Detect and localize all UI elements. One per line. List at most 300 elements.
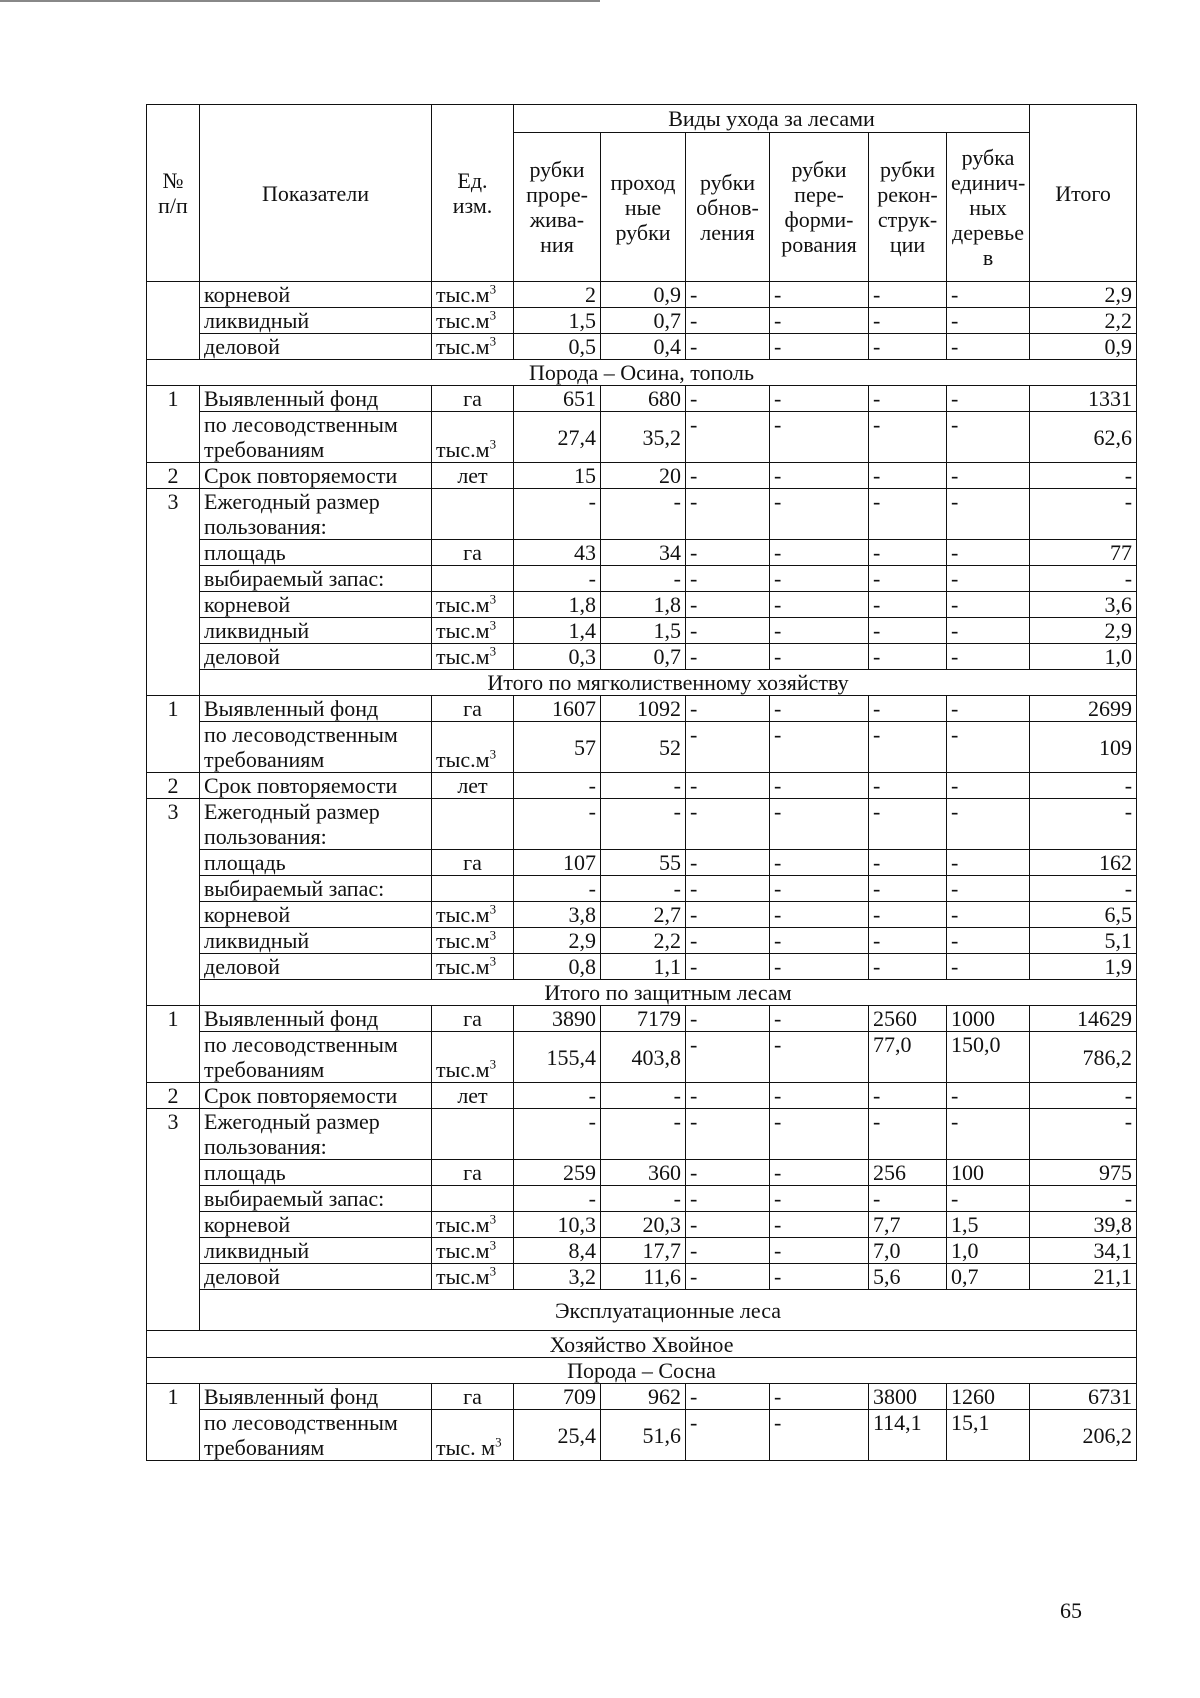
value-cell: 35,2 [601,412,686,463]
indicator-cell: Срок повторяемости [200,773,432,799]
table-row [147,592,1137,618]
value-cell: 0,5 [514,334,601,360]
value-cell: - [686,773,770,799]
value-cell: - [686,850,770,876]
table-row [147,618,1137,644]
unit-cell [432,1212,514,1238]
value-cell: - [947,902,1030,928]
indicator-cell [200,799,432,850]
num-cell: 3 [147,489,200,696]
value-cell: 0,7 [601,644,686,670]
value-cell: - [770,618,869,644]
unit-cell [432,412,514,463]
indicator-text: требованиям [204,1435,325,1460]
value-cell: 5,1 [1030,928,1137,954]
value-cell: - [869,954,947,980]
indicator-text: Ежегодный размер [204,799,380,824]
value-cell: 1092 [601,696,686,722]
unit-exponent: 3 [489,1211,497,1227]
unit-cell: га [432,1160,514,1186]
value-cell: 2560 [869,1006,947,1032]
section-title-row [147,1290,1137,1331]
indicator-cell: выбираемый запас: [200,1186,432,1212]
value-cell: - [869,566,947,592]
value-cell: - [869,489,947,540]
unit-exponent: 3 [489,1263,497,1279]
value-cell: - [869,876,947,902]
value-cell: - [770,1410,869,1461]
table-row [147,1212,1137,1238]
unit-text: тыс.м [436,1212,490,1237]
value-cell: 3800 [869,1384,947,1410]
section-title: Хозяйство Хвойное [147,1331,1137,1358]
value-cell: 2 [514,282,601,308]
value-cell: 52 [601,722,686,773]
header-col-text: рубки проре- жива- ния [526,157,588,257]
value-cell: 1,0 [947,1238,1030,1264]
indicator-cell: выбираемый запас: [200,876,432,902]
header-unit: Ед. изм. [432,105,514,282]
indicator-cell: ликвидный [200,308,432,334]
value-cell: - [770,334,869,360]
unit-exponent: 3 [489,953,497,969]
header-num: № п/п [147,105,200,282]
value-cell: - [770,386,869,412]
value-cell: - [947,850,1030,876]
unit-text: тыс.м [436,592,490,617]
value-cell: - [1030,773,1137,799]
value-cell: - [869,1186,947,1212]
header-group: Виды ухода за лесами [514,105,1030,133]
value-cell: - [514,876,601,902]
table-row [147,1186,1137,1212]
value-cell: - [869,902,947,928]
value-cell: - [869,334,947,360]
value-cell: - [601,1083,686,1109]
value-cell: 7179 [601,1006,686,1032]
value-cell: - [770,463,869,489]
table-row [147,334,1137,360]
value-cell: - [686,1006,770,1032]
value-cell: - [686,1186,770,1212]
value-cell: - [770,1032,869,1083]
value-cell: - [770,902,869,928]
value-cell: - [869,850,947,876]
num-cell: 1 [147,696,200,773]
table-row [147,1264,1137,1290]
table-row [147,412,1137,463]
section-title: Итого по защитным лесам [200,980,1137,1006]
table-row [147,1109,1137,1160]
unit-cell [432,1032,514,1083]
value-cell: 3,6 [1030,592,1137,618]
value-cell: - [869,799,947,850]
num-cell: 1 [147,1384,200,1461]
indicator-cell [200,722,432,773]
value-cell: 162 [1030,850,1137,876]
header-indicator: Показатели [200,105,432,282]
value-cell: 1,1 [601,954,686,980]
unit-cell [432,618,514,644]
value-cell: - [947,386,1030,412]
value-cell: - [686,1032,770,1083]
value-cell: - [869,644,947,670]
value-cell: 109 [1030,722,1137,773]
value-cell: - [1030,489,1137,540]
value-cell: 2699 [1030,696,1137,722]
value-cell: - [869,1083,947,1109]
indicator-cell [200,1410,432,1461]
value-cell: - [770,308,869,334]
value-cell: 39,8 [1030,1212,1137,1238]
value-cell: - [770,566,869,592]
header-col [869,133,947,282]
value-cell: 2,2 [1030,308,1137,334]
value-cell: 0,9 [601,282,686,308]
value-cell: - [770,489,869,540]
header-col [601,133,686,282]
indicator-cell: деловой [200,644,432,670]
header-col [686,133,770,282]
value-cell: 8,4 [514,1238,601,1264]
indicator-cell: деловой [200,1264,432,1290]
value-cell: 1260 [947,1384,1030,1410]
unit-exponent: 3 [489,333,497,349]
table-body [147,105,1137,1461]
header-col-text: рубки рекон- струк- ции [877,157,938,257]
value-cell: - [770,592,869,618]
value-cell: - [869,722,947,773]
value-cell: - [686,1384,770,1410]
value-cell: 34,1 [1030,1238,1137,1264]
table-row [147,1384,1137,1410]
indicator-cell [200,412,432,463]
unit-text: тыс.м [436,308,490,333]
value-cell: - [514,1186,601,1212]
value-cell: - [601,566,686,592]
value-cell: - [770,540,869,566]
indicator-text: по лесоводственным [204,722,398,747]
value-cell: 5,6 [869,1264,947,1290]
value-cell: 1,8 [514,592,601,618]
value-cell: - [686,1160,770,1186]
indicator-text: пользования: [204,824,327,849]
value-cell: 7,0 [869,1238,947,1264]
indicator-text: по лесоводственным [204,1032,398,1057]
indicator-cell: корневой [200,282,432,308]
indicator-cell: корневой [200,1212,432,1238]
value-cell: - [869,540,947,566]
value-cell: - [686,1238,770,1264]
header-col-text: проход ные рубки [610,169,676,245]
unit-cell [432,876,514,902]
num-cell: 2 [147,1083,200,1109]
value-cell: - [770,1212,869,1238]
indicator-cell: ликвидный [200,1238,432,1264]
value-cell: 10,3 [514,1212,601,1238]
unit-cell [432,334,514,360]
value-cell: - [686,1109,770,1160]
value-cell: - [686,696,770,722]
header-col [770,133,869,282]
unit-exponent: 3 [489,307,497,323]
table-row [147,540,1137,566]
value-cell: - [947,566,1030,592]
value-cell: - [947,696,1030,722]
indicator-text: пользования: [204,1134,327,1159]
value-cell: - [1030,463,1137,489]
value-cell: 20 [601,463,686,489]
unit-cell: га [432,1384,514,1410]
value-cell: - [1030,799,1137,850]
indicator-cell: Срок повторяемости [200,463,432,489]
value-cell: - [947,489,1030,540]
value-cell: - [869,618,947,644]
indicator-cell: деловой [200,334,432,360]
section-title: Итого по мягколиственному хозяйству [200,670,1137,696]
value-cell: 3890 [514,1006,601,1032]
value-cell: 55 [601,850,686,876]
value-cell: - [770,799,869,850]
value-cell: - [770,282,869,308]
unit-exponent: 3 [489,281,497,297]
header-col-text: рубки обнов- ления [696,169,759,245]
value-cell: 2,7 [601,902,686,928]
value-cell: 2,9 [514,928,601,954]
value-cell: 77,0 [869,1032,947,1083]
value-cell: 43 [514,540,601,566]
section-title-row [147,670,1137,696]
unit-exponent: 3 [489,901,497,917]
value-cell: 3,8 [514,902,601,928]
value-cell: - [947,644,1030,670]
value-cell: - [514,799,601,850]
value-cell: - [869,773,947,799]
value-cell: - [1030,1083,1137,1109]
header-col-text: рубки пере- форми- рования [781,157,857,257]
page-number: 65 [1060,1598,1082,1623]
value-cell: - [770,644,869,670]
table-row [147,850,1137,876]
unit-cell: лет [432,773,514,799]
header-col-text: рубка единич- ных деревье в [951,144,1026,270]
value-cell: 403,8 [601,1032,686,1083]
value-cell: - [770,722,869,773]
indicator-cell: площадь [200,850,432,876]
unit-text: тыс.м [436,644,490,669]
value-cell: 1331 [1030,386,1137,412]
section-title: Порода – Сосна [147,1358,1137,1384]
unit-cell [432,1186,514,1212]
indicator-cell: Срок повторяемости [200,1083,432,1109]
value-cell: - [686,282,770,308]
unit-text: тыс.м [436,1057,490,1082]
value-cell: - [770,1083,869,1109]
value-cell: - [601,1186,686,1212]
table-row [147,876,1137,902]
unit-cell: га [432,540,514,566]
value-cell: - [947,308,1030,334]
value-cell: - [947,412,1030,463]
table-row [147,773,1137,799]
unit-exponent: 3 [489,436,497,452]
table-row [147,463,1137,489]
section-title: Эксплуатационные леса [200,1290,1137,1331]
unit-cell [432,1264,514,1290]
unit-cell [432,902,514,928]
value-cell: 150,0 [947,1032,1030,1083]
value-cell: 0,7 [601,308,686,334]
unit-exponent: 3 [495,1434,502,1450]
unit-cell: га [432,850,514,876]
unit-cell: лет [432,463,514,489]
value-cell: - [686,334,770,360]
unit-cell: лет [432,1083,514,1109]
section-title-row [147,1358,1137,1384]
indicator-text: Ежегодный размер [204,1109,380,1134]
value-cell: - [601,876,686,902]
value-cell: 360 [601,1160,686,1186]
value-cell: 15 [514,463,601,489]
forest-care-table [146,104,1137,1461]
table-row [147,799,1137,850]
indicator-cell: Выявленный фонд [200,1006,432,1032]
value-cell: - [869,412,947,463]
value-cell: - [686,463,770,489]
table-row [147,282,1137,308]
unit-cell [432,928,514,954]
value-cell: - [686,386,770,412]
value-cell: - [770,1264,869,1290]
num-cell: 1 [147,1006,200,1083]
value-cell: - [514,773,601,799]
table-row [147,1410,1137,1461]
value-cell: 27,4 [514,412,601,463]
table-row [147,489,1137,540]
value-cell: - [686,722,770,773]
value-cell: - [869,1109,947,1160]
table-row [147,1083,1137,1109]
header-row [147,105,1137,133]
value-cell: 114,1 [869,1410,947,1461]
value-cell: - [947,773,1030,799]
num-cell: 2 [147,773,200,799]
unit-cell [432,1410,514,1461]
value-cell: 1,4 [514,618,601,644]
unit-text: тыс.м [436,902,490,927]
value-cell: - [1030,1186,1137,1212]
unit-text: тыс.м [436,1238,490,1263]
table-row [147,1160,1137,1186]
value-cell: - [947,1109,1030,1160]
value-cell: 206,2 [1030,1410,1137,1461]
unit-text: тыс.м [436,618,490,643]
value-cell: - [869,282,947,308]
value-cell: - [869,696,947,722]
value-cell: - [947,954,1030,980]
value-cell: 155,4 [514,1032,601,1083]
table-row [147,1006,1137,1032]
num-cell: 1 [147,386,200,463]
value-cell: - [686,1083,770,1109]
value-cell: - [869,386,947,412]
value-cell: - [947,282,1030,308]
value-cell: - [770,850,869,876]
table-row [147,386,1137,412]
value-cell: - [1030,876,1137,902]
value-cell: - [770,1238,869,1264]
value-cell: 1607 [514,696,601,722]
value-cell: - [770,1384,869,1410]
value-cell: 2,9 [1030,282,1137,308]
value-cell: - [947,799,1030,850]
unit-exponent: 3 [489,746,497,762]
value-cell: 1,5 [514,308,601,334]
value-cell: - [947,928,1030,954]
value-cell: 259 [514,1160,601,1186]
value-cell: 6,5 [1030,902,1137,928]
value-cell: - [770,412,869,463]
value-cell: - [601,1109,686,1160]
value-cell: 1,5 [601,618,686,644]
value-cell: 2,9 [1030,618,1137,644]
unit-cell: га [432,696,514,722]
indicator-text: требованиям [204,747,325,772]
value-cell: - [686,1410,770,1461]
value-cell: 77 [1030,540,1137,566]
value-cell: - [770,1160,869,1186]
indicator-cell: ликвидный [200,618,432,644]
value-cell: - [947,618,1030,644]
header-col [947,133,1030,282]
value-cell: - [947,463,1030,489]
value-cell: - [770,954,869,980]
unit-exponent: 3 [489,1056,497,1072]
value-cell: - [686,644,770,670]
unit-cell [432,644,514,670]
unit-exponent: 3 [489,591,497,607]
value-cell: 6731 [1030,1384,1137,1410]
scan-edge-line [0,0,600,2]
value-cell: 0,9 [1030,334,1137,360]
table-row [147,722,1137,773]
value-cell: 1,0 [1030,644,1137,670]
value-cell: - [514,1109,601,1160]
value-cell: - [770,773,869,799]
value-cell: - [947,540,1030,566]
value-cell: 7,7 [869,1212,947,1238]
indicator-cell [200,489,432,540]
value-cell: - [514,489,601,540]
value-cell: 20,3 [601,1212,686,1238]
value-cell: - [869,308,947,334]
value-cell: 51,6 [601,1410,686,1461]
value-cell: 14629 [1030,1006,1137,1032]
value-cell: - [686,592,770,618]
value-cell: - [686,876,770,902]
indicator-cell [200,1109,432,1160]
value-cell: 680 [601,386,686,412]
unit-text: тыс.м [436,747,490,772]
table-row [147,566,1137,592]
value-cell: - [947,334,1030,360]
indicator-cell: Выявленный фонд [200,696,432,722]
unit-text: тыс.м [436,437,490,462]
value-cell: - [686,540,770,566]
indicator-cell: площадь [200,1160,432,1186]
unit-cell [432,954,514,980]
value-cell: - [869,928,947,954]
